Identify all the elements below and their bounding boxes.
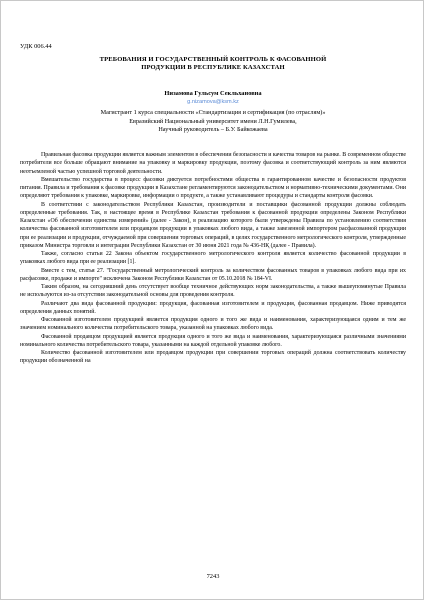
body-paragraph: Правильная фасовка продукции является важным элементом в обеспечении безопасности и качества товаров на рынке. В современном обществе потребители все больше обращают внимание на упаковку и маркировку продукции, поэтому фасовка и соответствующий контроль за ним являются неотъемлемой частью успешной торговой деятельности. bbox=[20, 152, 407, 175]
paper-body bbox=[20, 151, 406, 366]
page-number: 7243 bbox=[206, 573, 220, 580]
body-paragraph: Вмешательство государства в процесс фасовки диктуется потребностями общества в гарантированном качестве и безопасности продуктов питания. Правила и требования к фасовке продукции в Казахстане регламентируются законодательством и нормативно-техническими документами. Они определяют требования к упаковке, маркировке, информации о продукте, а также устанавливают процедуры и стандарты контроля фасовки. bbox=[20, 176, 406, 200]
author-email[interactable]: g.nizamova@ksm.kz bbox=[187, 99, 239, 105]
affiliation-line: Евразийский Национальный университет имени Л.Н.Гумилева, bbox=[129, 117, 297, 125]
affiliation-line: Магистрант 1 курса специальности «Стандартизация и сертификация (по отраслям)» bbox=[100, 109, 326, 116]
body-paragraph: Количество фасованной изготовителем или продавцом продукции при совершении торговых операций должна соответствовать количеству продукции обозначенной на bbox=[20, 350, 406, 365]
body-paragraph: Таким образом, на сегодняшний день отсутствует вообще техничное действующих норм законодательства, а также вышеупомянутые Правила не используются из-за отсутствия законодательной основы для проведения контроля. bbox=[20, 284, 406, 299]
title-line: ПРОДУКЦИИ В РЕСПУБЛИКЕ КАЗАХСТАН bbox=[141, 64, 285, 72]
body-paragraph: Фасованной изготовителем продукцией является продукция одного и того же вида и наименования, характеризующаяся одним и тем же значением номинального количества потребительского товара, указанной на упаковках любого вида. bbox=[20, 317, 406, 332]
udk-code: УДК 006.44 bbox=[20, 43, 52, 50]
body-paragraph: Вместе с тем, статья 27. "Государственный метрологический контроль за количеством фасованных товаров в упаковках любого вида при их расфасовке, продаже и импорте" исключена Законом Республики Казахстан от 05.10.2018 № 184-VI. bbox=[20, 267, 406, 282]
paper-title bbox=[41, 56, 385, 73]
body-paragraph: Фасованной продавцом продукцией является продукция одного и того же вида и наименования, характеризующаяся различными значениями номинального количества потребительского товара, указанными на каждой отдельной упаковке любого. bbox=[20, 333, 406, 348]
body-paragraph: В соответствии с законодательством Республики Казахстан, производители и поставщики фасованной продукции должны соблюдать определенные требования. Так, в настоящее время в Республике Казахстан требования к фасованной продукции определены Законом Республики Казахстан «Об обеспечении единства измерений» (далее - Закон), в реализацию которого были утверждены Правила по установлению соответствия количества фасованной изготовителем или продавцом продукции в упаковках любого вида, а также завезенной импортером расфасованной продукции при ее реализации и продукции, отчуждаемой при совершении торговых операций, в целях государственного метрологического контроля, утвержденные приказом Министра торговли и интеграции Республики Казахстан от 30 июня 2021 года № 436-НҚ (далее - Правила). bbox=[20, 201, 406, 249]
author-name: Низамова Гульсум Секльхановна bbox=[164, 90, 262, 97]
affiliation-line: Научный руководитель – Б.У. Байкожаева bbox=[158, 126, 268, 134]
affiliation bbox=[41, 109, 385, 135]
body-paragraph: Также, согласно статьи 22 Закона объектом государственного метрологического контроля является количество фасованной продукции в упаковках любого вида при ее реализации [1]. bbox=[20, 251, 406, 266]
body-paragraph: Различают два вида фасованной продукции: продукция, фасованная изготовителем и продукция, фасованная продавцом. Ниже приводятся определения данных понятий. bbox=[20, 300, 406, 315]
title-line: ТРЕБОВАНИЯ И ГОСУДАРСТВЕННЫЙ КОНТРОЛЬ К ФАСОВАННОЙ bbox=[99, 56, 327, 63]
